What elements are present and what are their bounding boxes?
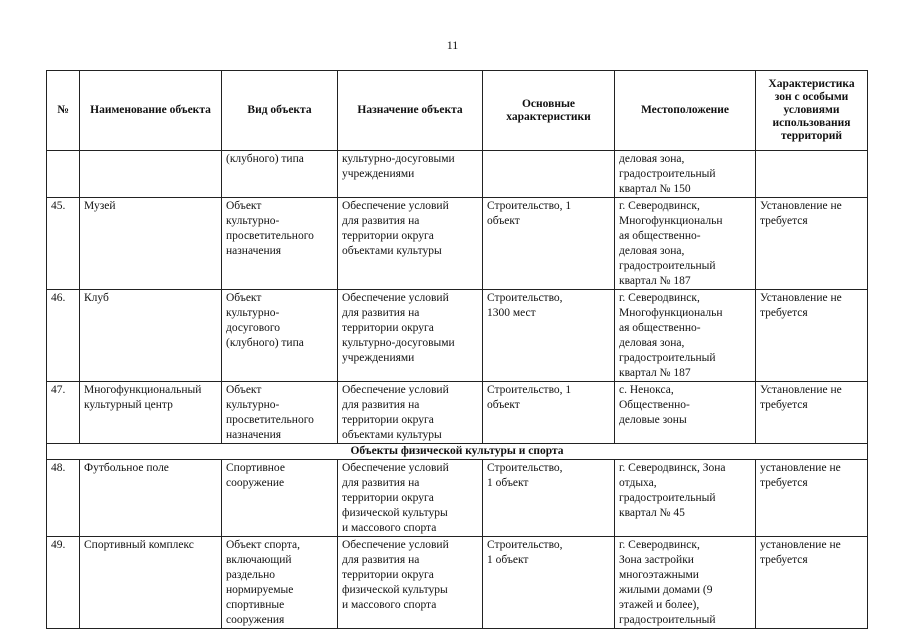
row-type: Объект культурно- досугового (клубного) типа xyxy=(222,290,338,382)
row-name: Музей xyxy=(80,198,222,290)
table-header-row xyxy=(47,71,868,151)
row-type: (клубного) типа xyxy=(222,151,338,198)
row-zones: Установление не требуется xyxy=(756,198,868,290)
table-body xyxy=(47,151,868,198)
row-location: г. Северодвинск, Многофункциональн ая общественно- деловая зона, градостроительный квартал № 187 xyxy=(615,290,756,382)
header-purpose: Назначение объекта xyxy=(338,71,483,151)
table-row xyxy=(47,290,868,382)
row-zones: Установление не требуется xyxy=(756,290,868,382)
row-type: Объект культурно- просветительного назначения xyxy=(222,198,338,290)
row-name: Футбольное поле xyxy=(80,460,222,537)
row-name: Многофункциональный культурный центр xyxy=(80,382,222,444)
row-characteristics: Строительство, 1 объект xyxy=(483,460,615,537)
table-section xyxy=(47,444,868,460)
row-characteristics: Строительство, 1 объект xyxy=(483,198,615,290)
row-number xyxy=(47,151,80,198)
row-characteristics: Строительство, 1 объект xyxy=(483,382,615,444)
row-zones: установление не требуется xyxy=(756,460,868,537)
table-row xyxy=(47,382,868,444)
row-purpose: Обеспечение условий для развития на территории округа объектами культуры xyxy=(338,382,483,444)
header-location: Местоположение xyxy=(615,71,756,151)
row-purpose: Обеспечение условий для развития на территории округа физической культуры и массового спорта xyxy=(338,537,483,629)
row-location: г. Северодвинск, Зона отдыха, градостроительный квартал № 45 xyxy=(615,460,756,537)
objects-table xyxy=(46,70,868,629)
row-number: 47. xyxy=(47,382,80,444)
row-number: 49. xyxy=(47,537,80,629)
row-location: г. Северодвинск, Зона застройки многоэтажными жилыми домами (9 этажей и более), градостроительный xyxy=(615,537,756,629)
row-purpose: культурно-досуговыми учреждениями xyxy=(338,151,483,198)
row-purpose: Обеспечение условий для развития на территории округа объектами культуры xyxy=(338,198,483,290)
row-purpose: Обеспечение условий для развития на территории округа физической культуры и массового спорта xyxy=(338,460,483,537)
header-name: Наименование объекта xyxy=(80,71,222,151)
row-number: 46. xyxy=(47,290,80,382)
page-number: 11 xyxy=(446,38,459,52)
row-location: с. Ненокса, Общественно- деловые зоны xyxy=(615,382,756,444)
table-row-continuation xyxy=(47,151,868,198)
header-number: № xyxy=(47,71,80,151)
table-row xyxy=(47,198,868,290)
row-characteristics: Строительство, 1 объект xyxy=(483,537,615,629)
row-number: 45. xyxy=(47,198,80,290)
header-characteristics: Основные характеристики xyxy=(483,71,615,151)
row-type: Объект культурно- просветительного назначения xyxy=(222,382,338,444)
section-row xyxy=(47,444,868,460)
row-zones: установление не требуется xyxy=(756,537,868,629)
row-number: 48. xyxy=(47,460,80,537)
header-zones: Характеристика зон с особыми условиями использования территорий xyxy=(756,71,868,151)
row-name xyxy=(80,151,222,198)
row-name: Спортивный комплекс xyxy=(80,537,222,629)
row-zones xyxy=(756,151,868,198)
row-type: Объект спорта, включающий раздельно нормируемые спортивные сооружения xyxy=(222,537,338,629)
table-body-sport xyxy=(47,460,868,629)
header-type: Вид объекта xyxy=(222,71,338,151)
row-characteristics: Строительство, 1300 мест xyxy=(483,290,615,382)
row-zones: Установление не требуется xyxy=(756,382,868,444)
table-row xyxy=(47,460,868,537)
row-name: Клуб xyxy=(80,290,222,382)
row-type: Спортивное сооружение xyxy=(222,460,338,537)
table-row xyxy=(47,537,868,629)
row-location: г. Северодвинск, Многофункциональн ая общественно- деловая зона, градостроительный квартал № 187 xyxy=(615,198,756,290)
section-title: Объекты физической культуры и спорта xyxy=(47,444,868,460)
row-location: деловая зона, градостроительный квартал № 150 xyxy=(615,151,756,198)
table-body-culture xyxy=(47,198,868,444)
row-purpose: Обеспечение условий для развития на территории округа культурно-досуговыми учреждениями xyxy=(338,290,483,382)
row-characteristics xyxy=(483,151,615,198)
